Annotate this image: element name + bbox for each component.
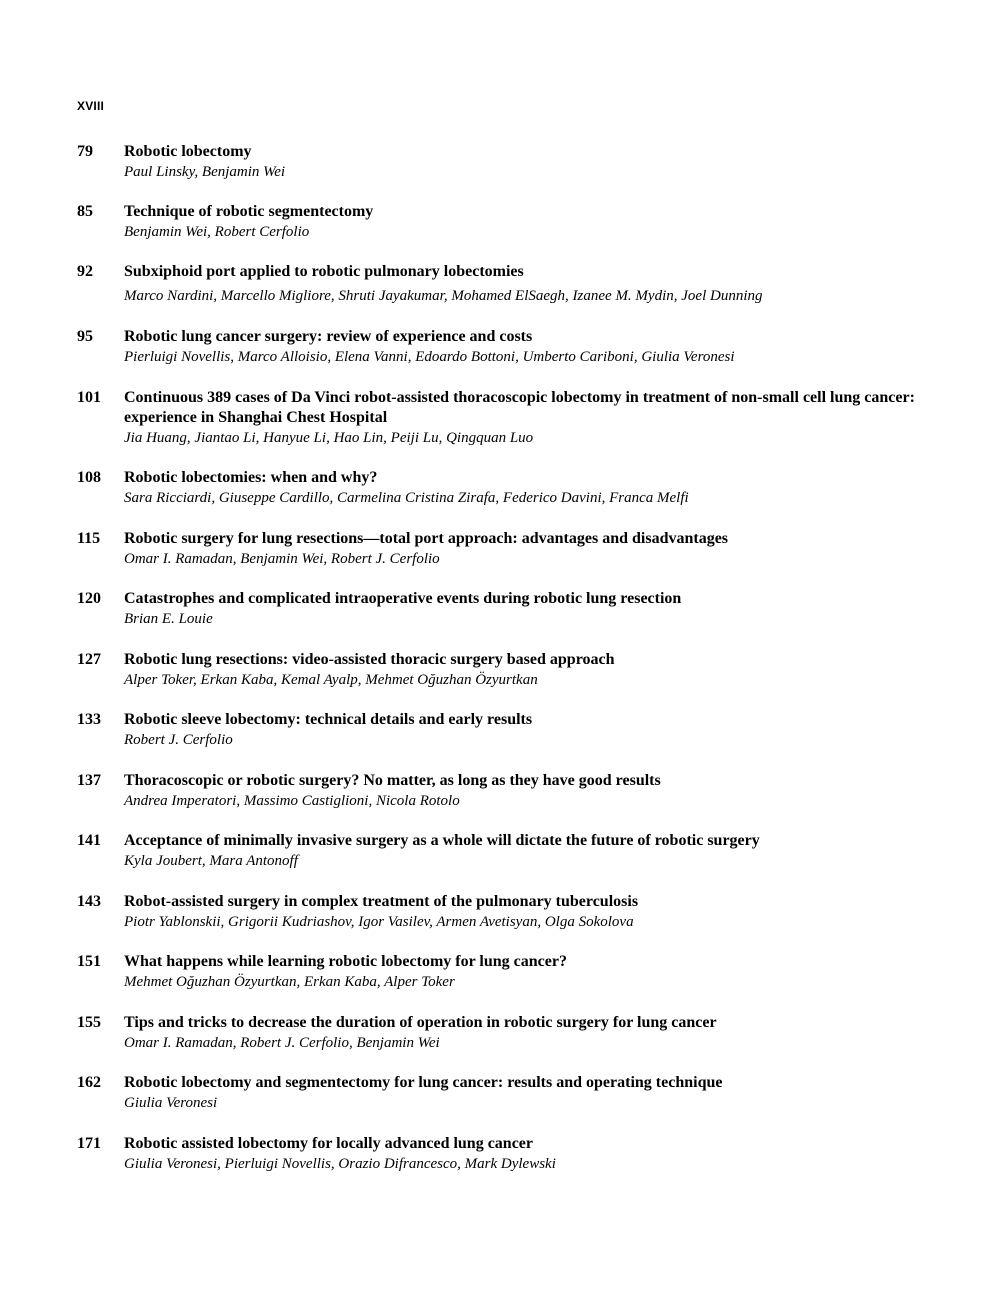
entry-authors: Omar I. Ramadan, Benjamin Wei, Robert J. Cerfolio	[124, 551, 440, 567]
entry-title: Robot-assisted surgery in complex treatment of the pulmonary tuberculosis	[124, 893, 639, 910]
entry-authors: Kyla Joubert, Mara Antonoff	[124, 853, 298, 869]
entry-title: Acceptance of minimally invasive surgery as a whole will dictate the future of robotic surgery	[124, 832, 760, 849]
entry-title: Catastrophes and complicated intraoperative events during robotic lung resection	[124, 590, 682, 607]
entry-authors: Benjamin Wei, Robert Cerfolio	[124, 224, 310, 240]
entry-page-number: 127	[77, 651, 101, 668]
entry-authors: Alper Toker, Erkan Kaba, Kemal Ayalp, Mehmet Oğuzhan Özyurtkan	[124, 672, 538, 688]
entry-page-number: 137	[77, 772, 101, 789]
entry-page-number: 115	[77, 530, 101, 547]
entry-authors: Omar I. Ramadan, Robert J. Cerfolio, Benjamin Wei	[124, 1035, 440, 1051]
entry-title: Robotic lobectomy	[124, 143, 252, 160]
entry-page-number: 141	[77, 832, 101, 849]
entry-authors: Brian E. Louie	[124, 611, 213, 627]
entry-authors: Andrea Imperatori, Massimo Castiglioni, Nicola Rotolo	[124, 793, 460, 809]
entry-title: Robotic lung cancer surgery: review of experience and costs	[124, 328, 533, 345]
entry-title: Robotic assisted lobectomy for locally advanced lung cancer	[124, 1135, 534, 1152]
page-number: XVIII	[77, 99, 105, 113]
entry-title: Robotic sleeve lobectomy: technical details and early results	[124, 711, 533, 728]
entry-page-number: 92	[77, 263, 93, 280]
entry-page-number: 162	[77, 1074, 101, 1091]
entry-authors: Robert J. Cerfolio	[124, 732, 233, 748]
entry-title: Continuous 389 cases of Da Vinci robot-assisted thoracoscopic lobectomy in treatment of non-small cell lung cancer: experience in Shanghai Chest Hospital	[124, 389, 915, 426]
entry-page-number: 85	[77, 203, 93, 220]
entry-page-number: 133	[77, 711, 101, 728]
entry-page-number: 151	[77, 953, 101, 970]
entry-authors: Giulia Veronesi, Pierluigi Novellis, Orazio Difrancesco, Mark Dylewski	[124, 1156, 556, 1172]
entry-title: Tips and tricks to decrease the duration of operation in robotic surgery for lung cancer	[124, 1014, 717, 1031]
entry-page-number: 155	[77, 1014, 101, 1031]
entry-page-number: 101	[77, 389, 101, 406]
entry-authors: Sara Ricciardi, Giuseppe Cardillo, Carmelina Cristina Zirafa, Federico Davini, Franca Melfi	[124, 490, 689, 506]
entry-title: Robotic lobectomy and segmentectomy for lung cancer: results and operating technique	[124, 1074, 723, 1091]
entry-title: Subxiphoid port applied to robotic pulmonary lobectomies	[124, 263, 524, 280]
entry-authors: Marco Nardini, Marcello Migliore, Shruti Jayakumar, Mohamed ElSaegh, Izanee M. Mydin, Joel Dunning	[124, 288, 763, 304]
entry-authors: Pierluigi Novellis, Marco Alloisio, Elena Vanni, Edoardo Bottoni, Umberto Cariboni, Giulia Veronesi	[124, 349, 735, 365]
entry-title: Thoracoscopic or robotic surgery? No matter, as long as they have good results	[124, 772, 661, 789]
entry-authors: Paul Linsky, Benjamin Wei	[124, 164, 286, 180]
entry-title: Robotic surgery for lung resections—total port approach: advantages and disadvantages	[124, 530, 729, 547]
entry-title: What happens while learning robotic lobectomy for lung cancer?	[124, 953, 567, 970]
entry-title: Technique of robotic segmentectomy	[124, 203, 374, 220]
entry-title: Robotic lobectomies: when and why?	[124, 469, 378, 486]
entry-page-number: 143	[77, 893, 101, 910]
entry-authors: Mehmet Oğuzhan Özyurtkan, Erkan Kaba, Alper Toker	[124, 974, 455, 990]
entry-page-number: 171	[77, 1135, 101, 1152]
entry-title: Robotic lung resections: video-assisted thoracic surgery based approach	[124, 651, 615, 668]
entry-page-number: 108	[77, 469, 101, 486]
entry-page-number: 95	[77, 328, 93, 345]
entry-authors: Jia Huang, Jiantao Li, Hanyue Li, Hao Lin, Peiji Lu, Qingquan Luo	[124, 430, 534, 446]
entry-page-number: 79	[77, 143, 93, 160]
entry-page-number: 120	[77, 590, 101, 607]
entry-authors: Piotr Yablonskii, Grigorii Kudriashov, Igor Vasilev, Armen Avetisyan, Olga Sokolova	[124, 914, 634, 930]
entry-authors: Giulia Veronesi	[124, 1095, 218, 1111]
